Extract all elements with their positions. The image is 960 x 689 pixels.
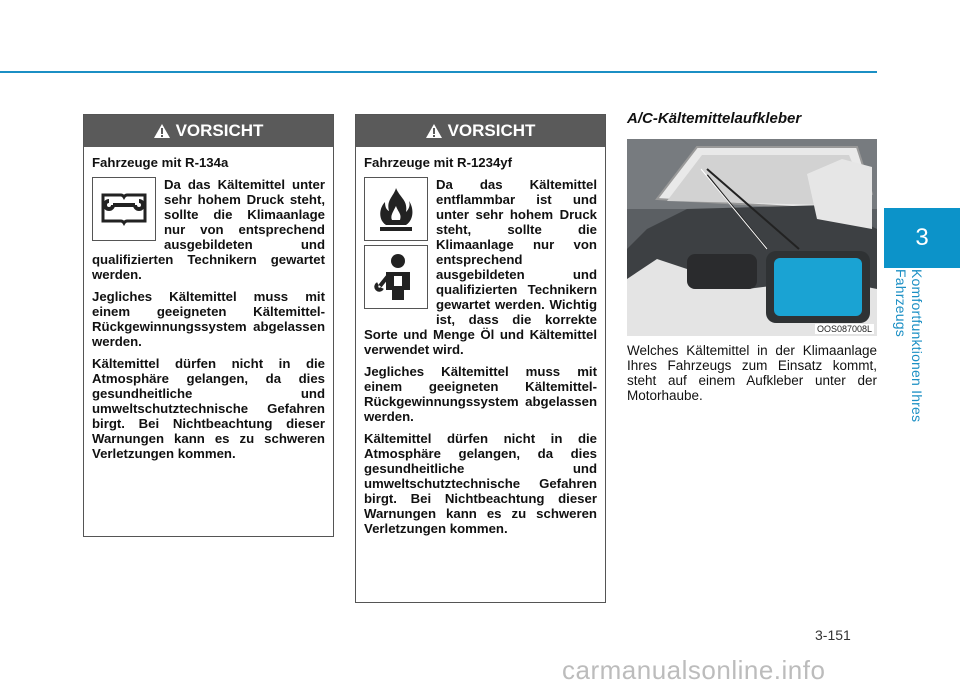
page-number: 3-151 — [815, 627, 851, 643]
technician-icon — [364, 245, 428, 309]
icon-stack — [364, 177, 428, 313]
car-hood-illustration — [627, 139, 877, 336]
chapter-title: Komfortfunktionen Ihres Fahrzeugs — [893, 269, 925, 423]
warning-paragraph: Jegliches Kältemittel muss mit einem geeigneten Kältemittel-Rückgewinnungssystem abgelassen werden. — [364, 364, 597, 424]
flammable-icon — [364, 177, 428, 241]
warning-subtitle: Fahrzeuge mit R-134a — [92, 155, 229, 170]
warning-box-r1234yf — [355, 114, 606, 603]
warning-paragraph: Kältemittel dürfen nicht in die Atmosphäre gelangen, da dies gesundheitliche und umweltschutztechnische Gefahren birgt. Bei Nichtbeachtung dieser Warnungen kann es zu schweren Verletzungen kommen. — [364, 431, 597, 536]
warning-triangle-icon — [426, 124, 442, 138]
warning-body — [84, 147, 333, 476]
warning-paragraph: Kältemittel dürfen nicht in die Atmosphäre gelangen, da dies gesundheitliche und umweltschutztechnische Gefahren birgt. Bei Nichtbeachtung dieser Warnungen kann es zu schweren Verletzungen kommen. — [92, 356, 325, 461]
warning-body — [356, 147, 605, 551]
warning-heading: VORSICHT — [447, 121, 536, 140]
image-code: OOS087008L — [816, 324, 872, 334]
header-rule — [0, 71, 877, 73]
section-title: A/C-Kältemittelaufkleber — [627, 110, 802, 127]
warning-paragraph: Jegliches Kältemittel muss mit einem geeigneten Kältemittel-Rückgewinnungssystem abgelassen werden. — [92, 289, 325, 349]
warning-paragraph: Da das Kältemittel entflammbar ist und unter sehr hohem Druck steht, sollte die Klimaanlage nur von entsprechend ausgebildeten und qualifizierten Technikern gewartet werden. Wichtig ist, dass die korrekte Sorte und Menge Öl und Kältemittel verwendet wird. — [364, 177, 597, 357]
warning-header — [84, 115, 333, 147]
warning-heading: VORSICHT — [175, 121, 264, 140]
warning-paragraph: Da das Kältemittel unter sehr hohem Druck steht, sollte die Klimaanlage nur von entsprechend ausgebildeten und qualifizierten Technikern gewartet werden. — [92, 177, 325, 282]
warning-triangle-icon — [154, 124, 170, 138]
section-description: Welches Kältemittel in der Klimaanlage Ihres Fahrzeugs zum Einsatz kommt, steht auf einem Aufkleber unter der Motorhaube. — [627, 343, 877, 403]
warning-subtitle: Fahrzeuge mit R-1234yf — [364, 155, 513, 170]
warning-box-r134a — [83, 114, 334, 537]
service-manual-icon — [92, 177, 156, 241]
chapter-tab: 3 — [884, 208, 960, 268]
engine-bay-photo — [627, 139, 877, 336]
watermark: carmanualsonline.info — [562, 655, 826, 685]
warning-header — [356, 115, 605, 147]
